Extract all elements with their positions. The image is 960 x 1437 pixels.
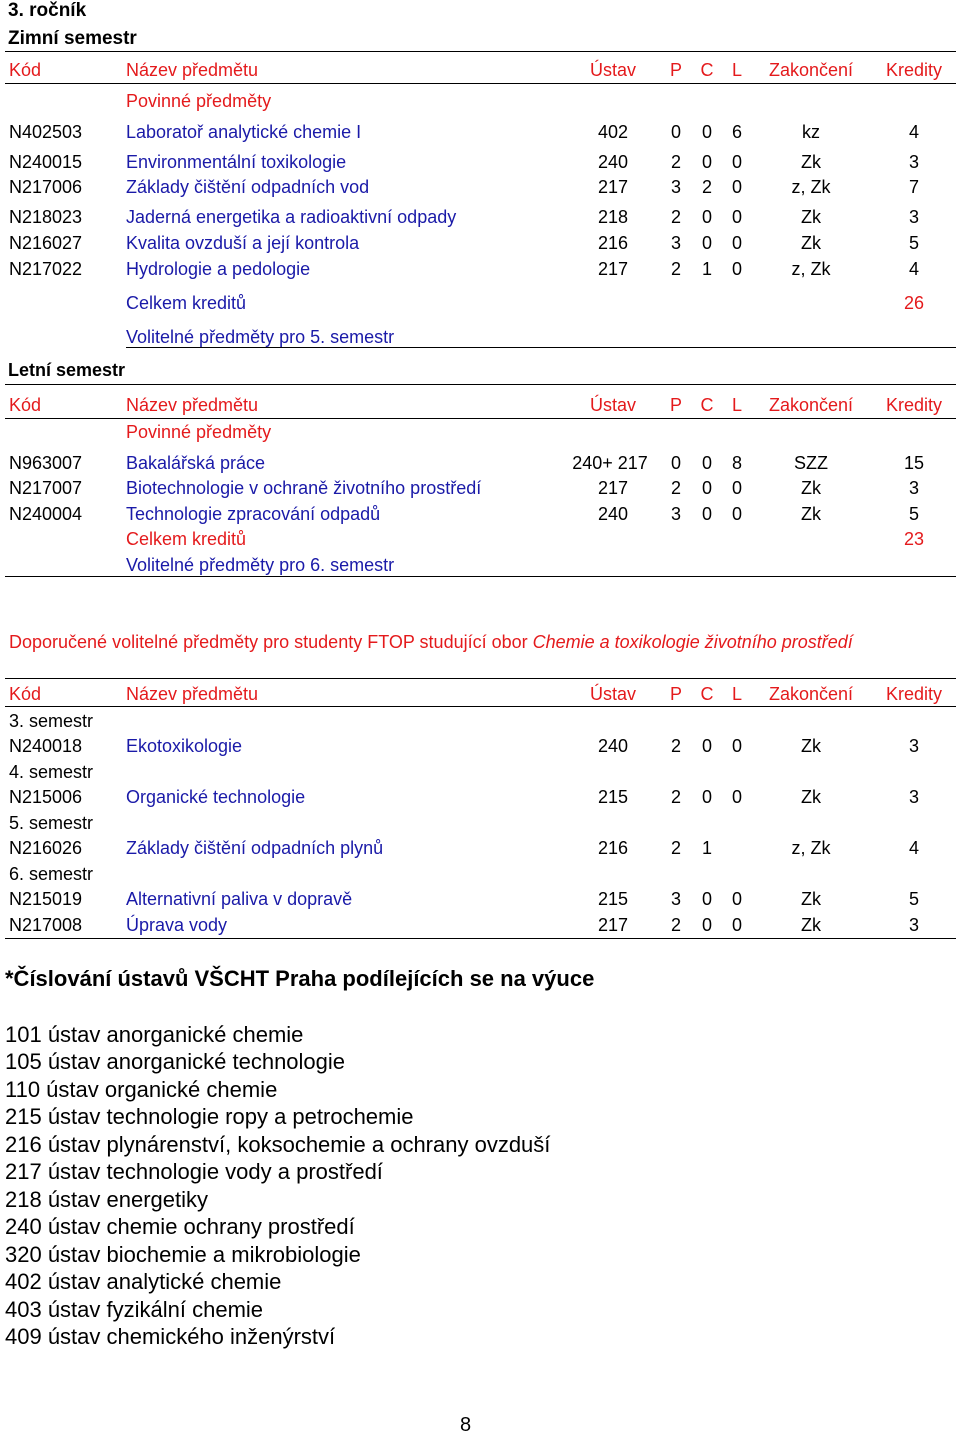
course-name: Kvalita ovzduší a její kontrola: [126, 233, 360, 253]
course-completion: Zk: [801, 889, 821, 909]
course-name: Základy čištění odpadních plynů: [126, 838, 384, 858]
course-credits: 3: [908, 787, 919, 807]
divider: [126, 347, 956, 348]
institute-item: 217 ústav technologie vody a prostředí: [5, 1159, 383, 1184]
summer-total-label: Celkem kreditů: [126, 529, 247, 549]
course-l: 0: [731, 152, 742, 172]
course-c: 2: [701, 177, 712, 197]
recommended-title-prefix: Doporučené volitelné předměty pro studenty FTOP studující obor: [9, 632, 533, 652]
header-code: Kód: [9, 684, 42, 704]
course-code: N963007: [9, 453, 83, 473]
course-p: 2: [670, 478, 681, 498]
winter-semester-title: Zimní semestr: [8, 28, 137, 49]
institute-item: 105 ústav anorganické technologie: [5, 1049, 346, 1074]
header-completion: Zakončení: [768, 60, 854, 80]
course-code: N216027: [9, 233, 83, 253]
course-l: 0: [731, 259, 742, 279]
header-l: L: [731, 395, 742, 415]
course-credits: 5: [908, 233, 919, 253]
course-institute: 240: [597, 504, 629, 524]
course-l: 0: [731, 504, 742, 524]
institute-item: 320 ústav biochemie a mikrobiologie: [5, 1242, 361, 1267]
table-row: [0, 122, 960, 148]
table-row: [0, 838, 960, 864]
course-c: 0: [701, 736, 712, 756]
course-completion: kz: [802, 122, 820, 142]
course-credits: 3: [908, 478, 919, 498]
course-p: 2: [670, 152, 681, 172]
summer-elective-label: Volitelné předměty pro 6. semestr: [126, 555, 395, 575]
table-row: [0, 453, 960, 479]
course-c: 0: [701, 478, 712, 498]
course-credits: 3: [908, 207, 919, 227]
institutes-title: *Číslování ústavů VŠCHT Praha podílejících se na výuce: [5, 966, 595, 991]
institute-item: 216 ústav plynárenství, koksochemie a ochrany ovzduší: [5, 1132, 551, 1157]
divider: [5, 678, 956, 679]
header-code: Kód: [9, 60, 42, 80]
divider: [5, 384, 956, 385]
course-institute: 217: [597, 478, 629, 498]
course-name: Technologie zpracování odpadů: [126, 504, 381, 524]
course-c: 0: [701, 453, 712, 473]
institute-item: 402 ústav analytické chemie: [5, 1269, 282, 1294]
course-completion: Zk: [801, 478, 821, 498]
header-completion: Zakončení: [768, 395, 854, 415]
institute-item: 215 ústav technologie ropy a petrochemie: [5, 1104, 414, 1129]
summer-total-value: 23: [903, 529, 925, 549]
divider: [5, 418, 956, 419]
course-c: 0: [701, 915, 712, 935]
course-completion: Zk: [801, 736, 821, 756]
header-completion: Zakončení: [768, 684, 854, 704]
header-credits: Kredity: [885, 684, 943, 704]
institute-item: 110 ústav organické chemie: [5, 1077, 278, 1102]
course-institute: 402: [597, 122, 629, 142]
recommended-title: [9, 632, 853, 653]
course-completion: Zk: [801, 233, 821, 253]
header-credits: Kredity: [885, 60, 943, 80]
divider: [5, 938, 956, 939]
course-credits: 5: [908, 504, 919, 524]
course-p: 3: [670, 504, 681, 524]
course-code: N217022: [9, 259, 83, 279]
course-code: N215019: [9, 889, 83, 909]
course-code: N217008: [9, 915, 83, 935]
course-name: Jaderná energetika a radioaktivní odpady: [126, 207, 457, 227]
course-c: 0: [701, 504, 712, 524]
course-c: 0: [701, 889, 712, 909]
divider: [5, 576, 956, 577]
course-l: 0: [731, 736, 742, 756]
winter-elective-label: Volitelné předměty pro 5. semestr: [126, 327, 395, 347]
course-p: 3: [670, 177, 681, 197]
table-row: [0, 233, 960, 259]
course-institute: 217: [597, 177, 629, 197]
course-credits: 5: [908, 889, 919, 909]
header-code: Kód: [9, 395, 42, 415]
course-p: 2: [670, 915, 681, 935]
course-name: Alternativní paliva v dopravě: [126, 889, 353, 909]
course-completion: Zk: [801, 504, 821, 524]
course-p: 0: [670, 453, 681, 473]
institute-item: 240 ústav chemie ochrany prostředí: [5, 1214, 355, 1239]
institute-item: 409 ústav chemického inženýrství: [5, 1324, 336, 1349]
course-code: N217007: [9, 478, 83, 498]
header-l: L: [731, 684, 742, 704]
course-l: 6: [731, 122, 742, 142]
divider: [5, 706, 956, 707]
course-c: 1: [701, 259, 712, 279]
course-credits: 4: [908, 838, 919, 858]
course-c: 0: [701, 787, 712, 807]
winter-total-label: Celkem kreditů: [126, 293, 247, 313]
header-institute: Ústav: [589, 60, 636, 80]
course-completion: Zk: [801, 915, 821, 935]
course-code: N217006: [9, 177, 83, 197]
course-institute: 217: [597, 915, 629, 935]
institute-item: 403 ústav fyzikální chemie: [5, 1297, 264, 1322]
course-credits: 7: [908, 177, 919, 197]
header-credits: Kredity: [885, 395, 943, 415]
table-row: [0, 177, 960, 203]
course-name: Ekotoxikologie: [126, 736, 243, 756]
course-p: 3: [670, 889, 681, 909]
year-title: 3. ročník: [8, 0, 87, 21]
course-name: Organické technologie: [126, 787, 306, 807]
page-number: 8: [460, 1414, 472, 1436]
header-name: Název předmětu: [126, 684, 259, 704]
course-institute: 216: [597, 233, 629, 253]
table-row: [0, 259, 960, 285]
course-l: 0: [731, 177, 742, 197]
course-completion: Zk: [801, 152, 821, 172]
course-credits: 15: [903, 453, 925, 473]
course-c: 0: [701, 233, 712, 253]
recommended-title-program: Chemie a toxikologie životního prostředí: [532, 632, 853, 652]
course-name: Základy čištění odpadních vod: [126, 177, 370, 197]
course-credits: 3: [908, 915, 919, 935]
semester-label: 3. semestr: [9, 711, 94, 731]
course-name: Biotechnologie v ochraně životního prostředí: [126, 478, 482, 498]
course-code: N402503: [9, 122, 83, 142]
course-l: 0: [731, 787, 742, 807]
course-credits: 4: [908, 122, 919, 142]
course-institute: 217: [597, 259, 629, 279]
header-p: P: [669, 60, 682, 80]
semester-label: 5. semestr: [9, 813, 94, 833]
summer-mandatory-label: Povinné předměty: [126, 422, 272, 442]
table-row: [0, 889, 960, 915]
course-name: Laboratoř analytické chemie I: [126, 122, 362, 142]
course-code: N240015: [9, 152, 83, 172]
table-row: [0, 152, 960, 178]
header-p: P: [669, 395, 682, 415]
course-p: 0: [670, 122, 681, 142]
table-row: [0, 478, 960, 504]
course-p: 2: [670, 838, 681, 858]
course-l: 0: [731, 207, 742, 227]
course-c: 1: [701, 838, 712, 858]
course-completion: z, Zk: [791, 259, 831, 279]
course-name: Hydrologie a pedologie: [126, 259, 311, 279]
course-c: 0: [701, 207, 712, 227]
header-c: C: [700, 395, 714, 415]
course-institute: 240+ 217: [572, 453, 648, 473]
summer-semester-title: Letní semestr: [8, 360, 126, 380]
course-institute: 216: [597, 838, 629, 858]
course-c: 0: [701, 152, 712, 172]
course-code: N215006: [9, 787, 83, 807]
semester-label: 4. semestr: [9, 762, 94, 782]
course-p: 3: [670, 233, 681, 253]
institute-item: 101 ústav anorganické chemie: [5, 1022, 304, 1047]
course-name: Environmentální toxikologie: [126, 152, 347, 172]
course-completion: SZZ: [794, 453, 828, 473]
header-p: P: [669, 684, 682, 704]
course-completion: z, Zk: [791, 177, 831, 197]
course-p: 2: [670, 207, 681, 227]
header-name: Název předmětu: [126, 395, 259, 415]
course-l: 0: [731, 233, 742, 253]
divider: [5, 83, 956, 84]
header-l: L: [731, 60, 742, 80]
divider: [5, 51, 956, 52]
semester-label: 6. semestr: [9, 864, 94, 884]
course-name: Bakalářská práce: [126, 453, 266, 473]
table-row: [0, 787, 960, 813]
course-institute: 218: [597, 207, 629, 227]
header-institute: Ústav: [589, 684, 636, 704]
winter-mandatory-label: Povinné předměty: [126, 91, 272, 111]
course-name: Úprava vody: [126, 915, 228, 935]
course-p: 2: [670, 259, 681, 279]
course-l: 8: [731, 453, 742, 473]
winter-total-value: 26: [903, 293, 925, 313]
course-completion: Zk: [801, 207, 821, 227]
header-name: Název předmětu: [126, 60, 259, 80]
course-credits: 3: [908, 152, 919, 172]
course-p: 2: [670, 736, 681, 756]
header-c: C: [700, 60, 714, 80]
course-l: 0: [731, 915, 742, 935]
course-l: 0: [731, 478, 742, 498]
table-row: [0, 504, 960, 530]
institute-item: 218 ústav energetiky: [5, 1187, 209, 1212]
table-row: [0, 736, 960, 762]
course-credits: 4: [908, 259, 919, 279]
course-institute: 215: [597, 889, 629, 909]
table-row: [0, 207, 960, 233]
course-completion: z, Zk: [791, 838, 831, 858]
course-institute: 240: [597, 152, 629, 172]
course-code: N240004: [9, 504, 83, 524]
course-c: 0: [701, 122, 712, 142]
course-p: 2: [670, 787, 681, 807]
course-code: N240018: [9, 736, 83, 756]
header-institute: Ústav: [589, 395, 636, 415]
course-credits: 3: [908, 736, 919, 756]
course-completion: Zk: [801, 787, 821, 807]
course-l: 0: [731, 889, 742, 909]
header-c: C: [700, 684, 714, 704]
course-institute: 240: [597, 736, 629, 756]
course-code: N218023: [9, 207, 83, 227]
course-institute: 215: [597, 787, 629, 807]
course-code: N216026: [9, 838, 83, 858]
